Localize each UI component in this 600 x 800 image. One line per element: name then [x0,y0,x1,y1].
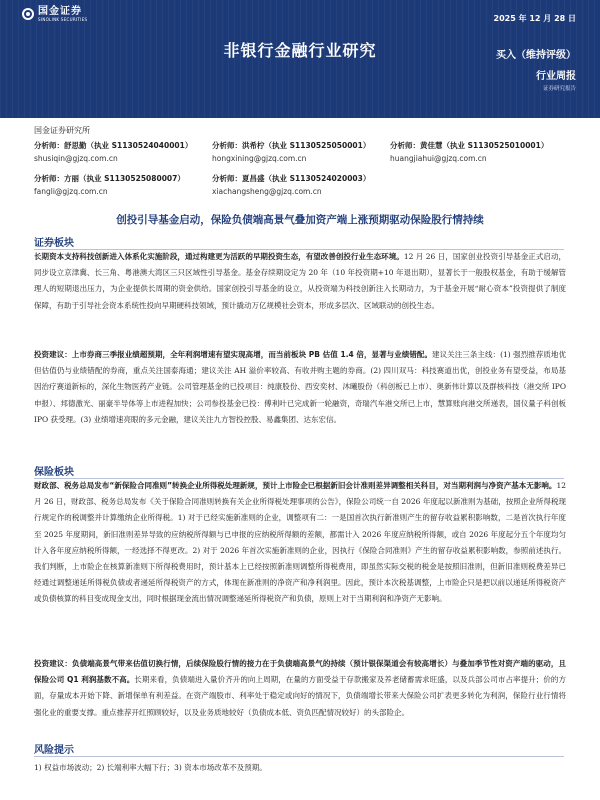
institute-name: 国金证券研究所 [34,126,90,135]
securities-paragraph-1 [34,249,566,346]
insurance-p2-body: 长期来看，负债端进入量价齐升的向上周期，在量的方面受益于存款搬家及养老储蓄需求旺盛，以及兵部公司市占率提升；价的方面，存量成本开始下降、新增保单有利差益。在资产端股市、利率处于稳定或向好的情况下，负债端增长带来大保险公司扩表更多转化为利润，保险行业行情将强化业的重要支撑。重点推荐开红照顾较好，以及业务质地较好（负债成本低、资负匹配情况较好）的头部险企。 [34,675,566,717]
analyst-entry [34,139,192,165]
section-title-risk: 风险提示 [34,745,74,756]
report-date: 2025 年 12 月 28 日 [493,14,576,23]
analyst-label: 分析师：舒思勤（执业 S1130524040001） [34,141,193,150]
insurance-p1-lead: 财政部、税务总局发布“新保险合同准则”转换企业所得税处理新规，预计上市险企已根据新旧会计准则差异调整相关科目，对当期利润与净资产基本无影响。 [34,481,557,490]
analyst-email[interactable]: huangjiahui@gjzq.com.cn [390,154,487,163]
report-type: 行业周报 [536,71,576,82]
analyst-entry [390,139,548,165]
analyst-entry [34,172,185,198]
risk-list [34,760,566,778]
insurance-p1-body: 12 月 26 日，财政部、税务总局发布《关于保险合同准则转换有关企业所得税处理事项的公告》，保险公司统一自 2026 年度起以新准则为基础，按照企业所得税现行规定作的税调整并计算缴纳企业所得税。1) 对于已经实施新准则的企业，调整项有二：一是国首次执行新准则产生的留存收益累积影响数，二是首次执行年度至 2025 年度期间，新旧准则差异导致的应纳税所得额与已申报的应纳税所得额的差额，都需计入 2026 年度应纳税所得额，或自 2026 年度起分五个年度均匀计入各年度应纳税所得额，一经选择不得更改。2) 对于 2026 年首次实施新准则的企业，因执行《保险合同准则》产生的留存收益累积影响数，参照前述执行。我们判断，上市险企在核算新准则下所得税费用时，预计基本上已经按照新准则调整所得税费用，即虽然实际交税的税金是按照旧准则，但新旧准则税费差异已经通过调整递延所得税负债或者递延所得税资产的方式，体现在新准则的净资产和净利润里。因此，预计本次税基调整，上市险企只是把以前以递延所得税资产或负债核算的科目变成现金支出，同时根据现金流出情况调整递延所得税资产和负债，原则上对于当期利润和净资产无影响。 [34,481,566,604]
analyst-email[interactable]: fangli@gjzq.com.cn [34,187,108,196]
section-title-securities: 证券板块 [34,238,74,249]
analyst-label: 分析师：方丽（执业 S1130525080007） [34,174,185,183]
securities-paragraph-2 [34,347,566,461]
logo-icon [22,8,34,20]
securities-p2-body: 建议关注三条主线：(1) 强烈推荐质地优但估值仍与业绩错配的券商，重点关注国泰海通；建议关注 AH 溢价率较高、有收并购主题的券商。(2) 四川双马：科技赛道出优，创投业务有望受益，布局基因治疗赛道新标的，深化生物医药产业链。公司管理基金的已投项目：纯康股份、西安奕材、沐曦股份（科创板已上市）、奥新伟计算以及群核科技（港交所 IPO 申报）、邦德激光、丽豪半导体等上市进程加快；公司参投基金已投：傅利叶已完成新一轮融资，奇瑞汽车港交所已上市，慧算账向港交所递表，国仪量子科创板 IPO 获受理。(3) 业绩增速亮眼的多元金融，建议关注九方智投控股、易鑫集团、达东宏信。 [34,350,566,424]
analyst-label: 分析师：黄佳慧（执业 S1130525010001） [390,141,549,150]
report-category: 证券研究报告 [542,86,576,92]
company-logo [22,6,87,22]
logo-cn: 国金证券 [38,6,82,17]
securities-p2-lead: 投资建议：上市券商三季报业绩超预期，全年利润增速有望实现高增，而当前板块 PB 估值 1.4 倍，显著与业绩错配。 [34,350,433,359]
analyst-label: 分析师：夏昌盛（执业 S1130524020003） [212,174,371,183]
insurance-paragraph-2 [34,656,566,738]
analyst-email[interactable]: hongxining@gjzq.com.cn [212,154,307,163]
section-title-insurance: 保险板块 [34,467,74,478]
logo-en: SINOLINK SECURITIES [38,17,88,22]
analyst-entry [212,172,370,198]
analyst-email[interactable]: xiachangsheng@gjzq.com.cn [212,187,322,196]
analyst-email[interactable]: shusiqin@gjzq.com.cn [34,154,118,163]
insurance-paragraph-1 [34,478,566,656]
insurance-p2-lead: 投资建议：负债端高景气带来估值切换行情，后续保险股行情的接力在于负债端高景气的持续（预计银保渠道会有较高增长）与叠加季节性对资产端的驱动，且保险公司 Q1 利润基数不高。 [34,659,566,685]
rating: 买入（维持评级） [496,50,576,61]
report-header [0,0,600,118]
analyst-label: 分析师：洪希柠（执业 S1130525050001） [212,141,371,150]
risk-text: 1) 权益市场波动；2) 长端利率大幅下行；3) 资本市场改革不及预期。 [34,763,267,772]
main-heading: 创投引导基金启动，保险负债端高景气叠加资产端上涨预期驱动保险股行情持续 [116,214,484,226]
section-divider [34,756,564,757]
securities-p1-lead: 长期资本支持科技创新进入体系化实施阶段，通过构建更为活跃的早期投资生态，有望改善创投行业生态环境。 [34,252,404,261]
report-title: 非银行金融行业研究 [223,41,377,60]
securities-p1-body: 12 月 26 日，国家创业投资引导基金正式启动，同步设立京津冀、长三角、粤港澳大湾区三只区域性引导基金。基金存续期设定为 20 年（10 年投资期+10 年退出期），显著长于一般股权基金，有助于缓解管理人的短期退出压力，为企业提供长周期的资金供给。国家创投引导基金的设立，从投资端为科技创新注入长期动力，为于基金开展“耐心资本”投资提供了制度保障，有助于引导社会资本系统性投向早期硬科技领域，预计撬动万亿规模社会资本，形成多层次、区域联动的创投生态。 [34,252,566,310]
analyst-entry [212,139,370,165]
